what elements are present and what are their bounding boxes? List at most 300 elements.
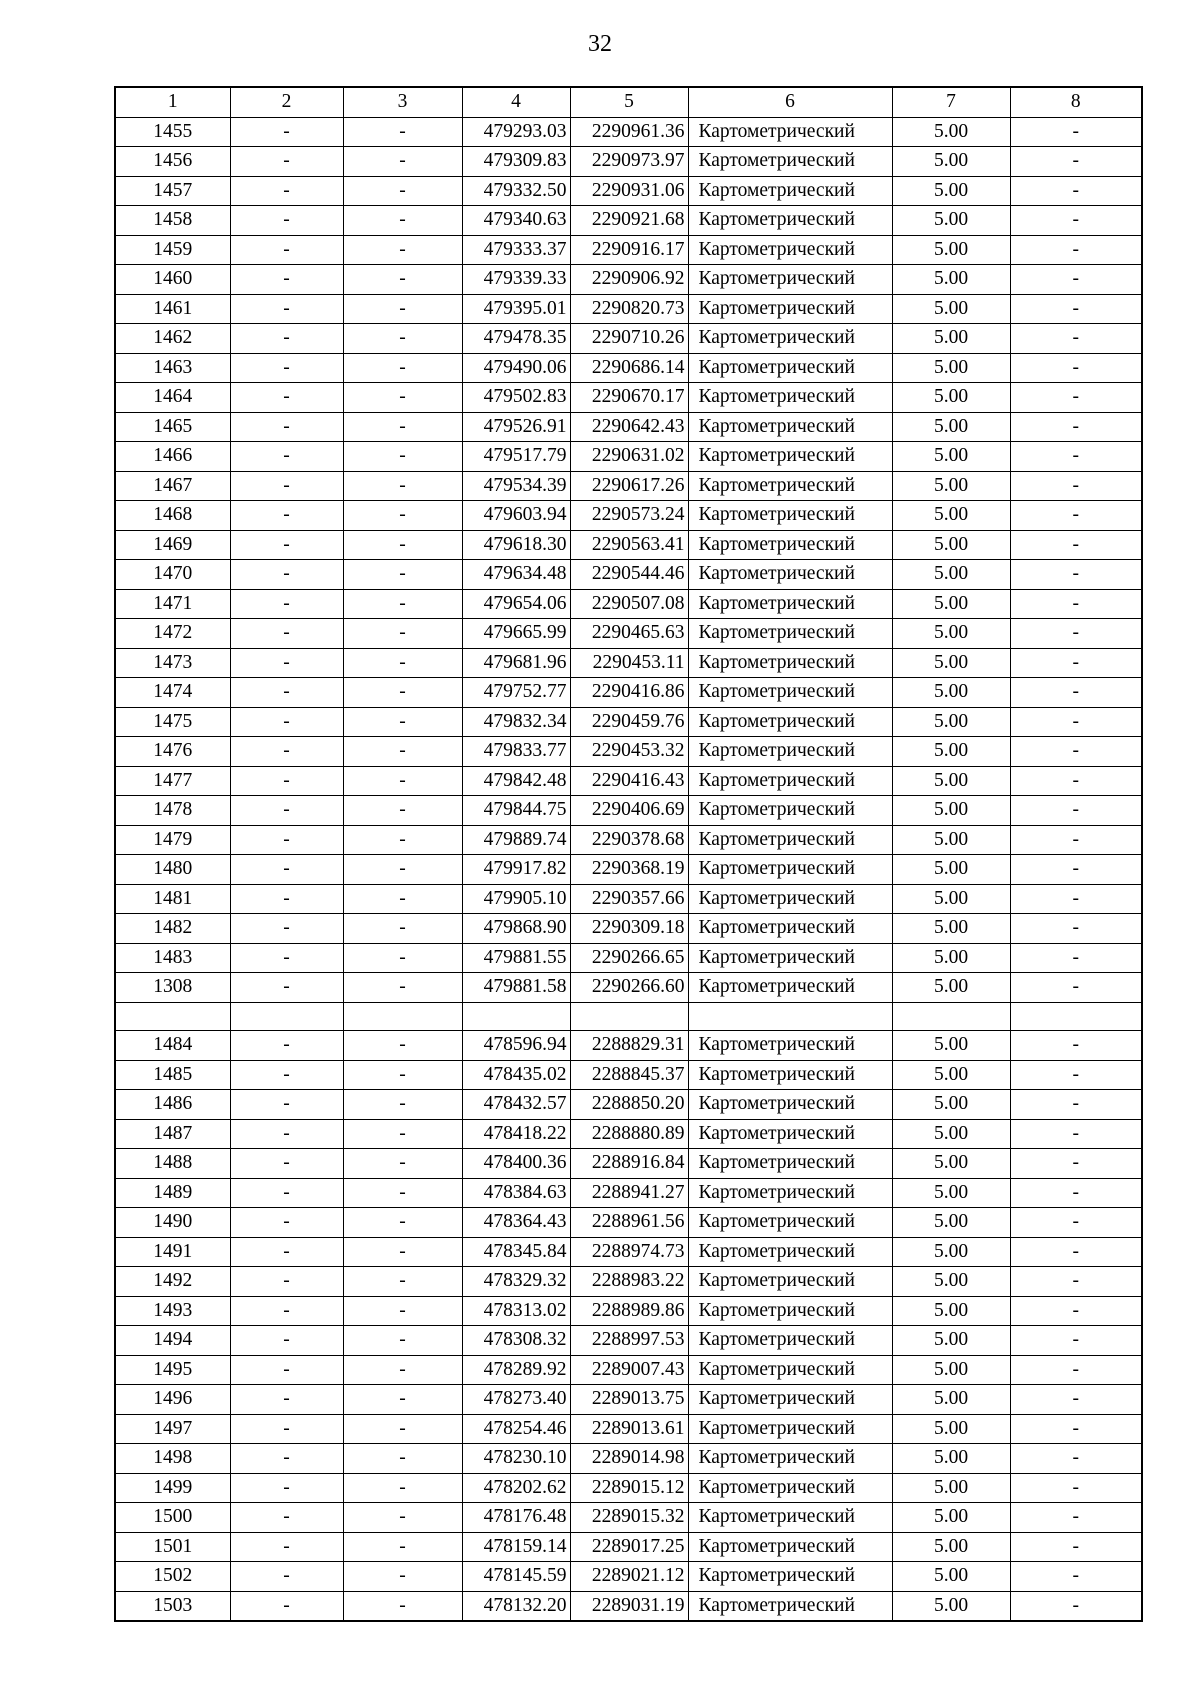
accuracy-cell: 5.00 [892, 766, 1010, 796]
col8-cell: - [1010, 796, 1142, 826]
table-row [115, 707, 1142, 737]
point-number-cell: 1458 [115, 206, 230, 236]
col2-cell: - [230, 1267, 343, 1297]
y-coordinate-cell: 2290416.86 [570, 678, 688, 708]
accuracy-cell: 5.00 [892, 1385, 1010, 1415]
x-coordinate-cell: 479654.06 [462, 589, 570, 619]
method-cell: Картометрический [688, 206, 892, 236]
col2-cell: - [230, 471, 343, 501]
point-number-cell: 1474 [115, 678, 230, 708]
method-cell: Картометрический [688, 147, 892, 177]
point-number-cell: 1491 [115, 1237, 230, 1267]
y-coordinate-cell: 2290906.92 [570, 265, 688, 295]
col8-cell: - [1010, 206, 1142, 236]
accuracy-cell: 5.00 [892, 678, 1010, 708]
accuracy-cell: 5.00 [892, 648, 1010, 678]
y-coordinate-cell: 2290617.26 [570, 471, 688, 501]
accuracy-cell: 5.00 [892, 1119, 1010, 1149]
x-coordinate-cell: 479905.10 [462, 884, 570, 914]
col3-cell: - [343, 766, 462, 796]
col8-cell: - [1010, 1591, 1142, 1621]
col8-cell: - [1010, 1208, 1142, 1238]
x-coordinate-cell: 478400.36 [462, 1149, 570, 1179]
accuracy-cell: 5.00 [892, 796, 1010, 826]
y-coordinate-cell: 2289017.25 [570, 1532, 688, 1562]
col8-cell: - [1010, 1060, 1142, 1090]
col8-cell: - [1010, 825, 1142, 855]
col8-cell: - [1010, 1149, 1142, 1179]
x-coordinate-cell: 479490.06 [462, 353, 570, 383]
table-row [115, 1532, 1142, 1562]
accuracy-cell: 5.00 [892, 501, 1010, 531]
col2-cell: - [230, 383, 343, 413]
accuracy-cell: 5.00 [892, 1237, 1010, 1267]
method-cell: Картометрический [688, 1119, 892, 1149]
point-number-cell: 1486 [115, 1090, 230, 1120]
col8-cell: - [1010, 884, 1142, 914]
x-coordinate-cell: 479309.83 [462, 147, 570, 177]
method-cell: Картометрический [688, 530, 892, 560]
col3-cell: - [343, 1444, 462, 1474]
y-coordinate-cell: 2289015.32 [570, 1503, 688, 1533]
accuracy-cell: 5.00 [892, 1296, 1010, 1326]
method-cell: Картометрический [688, 973, 892, 1003]
header-cell: 8 [1010, 87, 1142, 117]
table-row [115, 117, 1142, 147]
point-number-cell: 1496 [115, 1385, 230, 1415]
col8-cell: - [1010, 501, 1142, 531]
point-number-cell: 1461 [115, 294, 230, 324]
accuracy-cell: 5.00 [892, 294, 1010, 324]
col8-cell: - [1010, 707, 1142, 737]
col3-cell: - [343, 206, 462, 236]
accuracy-cell: 5.00 [892, 1414, 1010, 1444]
method-cell: Картометрический [688, 235, 892, 265]
accuracy-cell: 5.00 [892, 943, 1010, 973]
table-row [115, 589, 1142, 619]
method-cell: Картометрический [688, 943, 892, 973]
point-number-cell: 1472 [115, 619, 230, 649]
method-cell: Картометрический [688, 1208, 892, 1238]
y-coordinate-cell: 2290378.68 [570, 825, 688, 855]
method-cell: Картометрический [688, 648, 892, 678]
table-row [115, 648, 1142, 678]
col2-cell: - [230, 1562, 343, 1592]
method-cell [688, 1002, 892, 1031]
col2-cell: - [230, 1178, 343, 1208]
point-number-cell: 1463 [115, 353, 230, 383]
col8-cell: - [1010, 1326, 1142, 1356]
accuracy-cell: 5.00 [892, 442, 1010, 472]
col8-cell: - [1010, 678, 1142, 708]
x-coordinate-cell: 479517.79 [462, 442, 570, 472]
col3-cell: - [343, 1031, 462, 1061]
method-cell: Картометрический [688, 353, 892, 383]
table-row [115, 766, 1142, 796]
y-coordinate-cell: 2290921.68 [570, 206, 688, 236]
y-coordinate-cell: 2290961.36 [570, 117, 688, 147]
method-cell: Картометрический [688, 589, 892, 619]
col2-cell: - [230, 1355, 343, 1385]
method-cell: Картометрический [688, 442, 892, 472]
y-coordinate-cell: 2290670.17 [570, 383, 688, 413]
x-coordinate-cell: 478289.92 [462, 1355, 570, 1385]
x-coordinate-cell: 479881.55 [462, 943, 570, 973]
col3-cell: - [343, 1119, 462, 1149]
col3-cell: - [343, 353, 462, 383]
col2-cell: - [230, 1090, 343, 1120]
point-number-cell: 1485 [115, 1060, 230, 1090]
header-cell: 4 [462, 87, 570, 117]
point-number-cell: 1473 [115, 648, 230, 678]
col3-cell: - [343, 442, 462, 472]
method-cell: Картометрический [688, 914, 892, 944]
method-cell: Картометрический [688, 501, 892, 531]
table-row [115, 1178, 1142, 1208]
table-row [115, 1444, 1142, 1474]
accuracy-cell: 5.00 [892, 1267, 1010, 1297]
table-row [115, 294, 1142, 324]
col8-cell: - [1010, 383, 1142, 413]
method-cell: Картометрический [688, 1060, 892, 1090]
y-coordinate-cell: 2290507.08 [570, 589, 688, 619]
table-row [115, 1296, 1142, 1326]
point-number-cell: 1481 [115, 884, 230, 914]
y-coordinate-cell: 2290544.46 [570, 560, 688, 590]
col8-cell: - [1010, 560, 1142, 590]
page-number: 32 [588, 31, 612, 57]
col3-cell: - [343, 1503, 462, 1533]
y-coordinate-cell: 2289014.98 [570, 1444, 688, 1474]
col8-cell: - [1010, 1178, 1142, 1208]
col3-cell: - [343, 1473, 462, 1503]
method-cell: Картометрический [688, 825, 892, 855]
table-row [115, 1591, 1142, 1621]
col3-cell: - [343, 737, 462, 767]
col2-cell: - [230, 1591, 343, 1621]
method-cell: Картометрический [688, 383, 892, 413]
y-coordinate-cell: 2290686.14 [570, 353, 688, 383]
coordinates-table-container [114, 86, 1141, 1622]
x-coordinate-cell: 479603.94 [462, 501, 570, 531]
x-coordinate-cell: 479842.48 [462, 766, 570, 796]
table-row [115, 943, 1142, 973]
method-cell: Картометрический [688, 412, 892, 442]
table-body [115, 87, 1142, 1621]
col3-cell: - [343, 678, 462, 708]
accuracy-cell: 5.00 [892, 147, 1010, 177]
col3-cell: - [343, 324, 462, 354]
table-row [115, 176, 1142, 206]
col2-cell: - [230, 1031, 343, 1061]
point-number-cell: 1483 [115, 943, 230, 973]
method-cell: Картометрический [688, 884, 892, 914]
col8-cell: - [1010, 973, 1142, 1003]
col3-cell: - [343, 530, 462, 560]
y-coordinate-cell: 2290416.43 [570, 766, 688, 796]
table-row [115, 1149, 1142, 1179]
col3-cell: - [343, 176, 462, 206]
method-cell: Картометрический [688, 1326, 892, 1356]
x-coordinate-cell: 479634.48 [462, 560, 570, 590]
point-number-cell: 1489 [115, 1178, 230, 1208]
col2-cell: - [230, 943, 343, 973]
x-coordinate-cell: 478384.63 [462, 1178, 570, 1208]
table-row [115, 265, 1142, 295]
x-coordinate-cell: 478596.94 [462, 1031, 570, 1061]
point-number-cell: 1493 [115, 1296, 230, 1326]
table-row [115, 1562, 1142, 1592]
table-row [115, 501, 1142, 531]
col2-cell: - [230, 1060, 343, 1090]
table-row [115, 825, 1142, 855]
col3-cell: - [343, 1326, 462, 1356]
y-coordinate-cell: 2290453.32 [570, 737, 688, 767]
table-row [115, 442, 1142, 472]
col8-cell: - [1010, 1267, 1142, 1297]
accuracy-cell: 5.00 [892, 855, 1010, 885]
accuracy-cell: 5.00 [892, 1473, 1010, 1503]
accuracy-cell: 5.00 [892, 1562, 1010, 1592]
y-coordinate-cell: 2289013.61 [570, 1414, 688, 1444]
x-coordinate-cell: 478202.62 [462, 1473, 570, 1503]
accuracy-cell: 5.00 [892, 265, 1010, 295]
x-coordinate-cell: 479333.37 [462, 235, 570, 265]
col8-cell: - [1010, 235, 1142, 265]
x-coordinate-cell: 479833.77 [462, 737, 570, 767]
x-coordinate-cell: 478364.43 [462, 1208, 570, 1238]
col8-cell: - [1010, 471, 1142, 501]
x-coordinate-cell: 478432.57 [462, 1090, 570, 1120]
point-number-cell: 1459 [115, 235, 230, 265]
point-number-cell: 1503 [115, 1591, 230, 1621]
method-cell: Картометрический [688, 324, 892, 354]
x-coordinate-cell: 479332.50 [462, 176, 570, 206]
accuracy-cell: 5.00 [892, 324, 1010, 354]
accuracy-cell: 5.00 [892, 1326, 1010, 1356]
point-number-cell: 1490 [115, 1208, 230, 1238]
col3-cell: - [343, 383, 462, 413]
table-row [115, 1326, 1142, 1356]
method-cell: Картометрический [688, 176, 892, 206]
col3-cell: - [343, 235, 462, 265]
col2-cell: - [230, 412, 343, 442]
x-coordinate-cell: 479681.96 [462, 648, 570, 678]
table-row [115, 147, 1142, 177]
col2-cell: - [230, 1414, 343, 1444]
col2-cell: - [230, 1532, 343, 1562]
method-cell: Картометрический [688, 294, 892, 324]
col3-cell: - [343, 1296, 462, 1326]
x-coordinate-cell: 479844.75 [462, 796, 570, 826]
table-row [115, 560, 1142, 590]
method-cell: Картометрический [688, 855, 892, 885]
col3-cell: - [343, 707, 462, 737]
col3-cell: - [343, 1149, 462, 1179]
col2-cell: - [230, 1208, 343, 1238]
col3-cell: - [343, 265, 462, 295]
y-coordinate-cell: 2288974.73 [570, 1237, 688, 1267]
table-row [115, 412, 1142, 442]
point-number-cell: 1475 [115, 707, 230, 737]
method-cell: Картометрический [688, 265, 892, 295]
table-row [115, 1267, 1142, 1297]
col3-cell: - [343, 1414, 462, 1444]
col2-cell: - [230, 294, 343, 324]
y-coordinate-cell: 2290563.41 [570, 530, 688, 560]
y-coordinate-cell: 2290368.19 [570, 855, 688, 885]
col3-cell: - [343, 1090, 462, 1120]
y-coordinate-cell: 2290465.63 [570, 619, 688, 649]
col3-cell: - [343, 1562, 462, 1592]
y-coordinate-cell: 2289021.12 [570, 1562, 688, 1592]
col8-cell: - [1010, 737, 1142, 767]
table-row [115, 235, 1142, 265]
col3-cell: - [343, 560, 462, 590]
col3-cell: - [343, 1237, 462, 1267]
x-coordinate-cell: 478159.14 [462, 1532, 570, 1562]
col3-cell: - [343, 648, 462, 678]
y-coordinate-cell: 2290453.11 [570, 648, 688, 678]
col2-cell: - [230, 353, 343, 383]
table-row [115, 1208, 1142, 1238]
col3-cell: - [343, 796, 462, 826]
col8-cell: - [1010, 147, 1142, 177]
col8-cell: - [1010, 1119, 1142, 1149]
col8-cell: - [1010, 1532, 1142, 1562]
point-number-cell: 1497 [115, 1414, 230, 1444]
col3-cell: - [343, 1355, 462, 1385]
table-header-row [115, 87, 1142, 117]
col2-cell: - [230, 1473, 343, 1503]
point-number-cell: 1484 [115, 1031, 230, 1061]
col2-cell: - [230, 1326, 343, 1356]
col2-cell: - [230, 825, 343, 855]
point-number-cell [115, 1002, 230, 1031]
col8-cell: - [1010, 914, 1142, 944]
y-coordinate-cell: 2290357.66 [570, 884, 688, 914]
accuracy-cell: 5.00 [892, 1444, 1010, 1474]
accuracy-cell: 5.00 [892, 619, 1010, 649]
y-coordinate-cell: 2290931.06 [570, 176, 688, 206]
col8-cell: - [1010, 353, 1142, 383]
y-coordinate-cell: 2289031.19 [570, 1591, 688, 1621]
method-cell: Картометрический [688, 1031, 892, 1061]
point-number-cell: 1457 [115, 176, 230, 206]
y-coordinate-cell: 2289013.75 [570, 1385, 688, 1415]
col3-cell: - [343, 147, 462, 177]
header-cell: 6 [688, 87, 892, 117]
col2-cell: - [230, 1237, 343, 1267]
col2-cell: - [230, 1444, 343, 1474]
point-number-cell: 1464 [115, 383, 230, 413]
header-cell: 3 [343, 87, 462, 117]
y-coordinate-cell: 2288989.86 [570, 1296, 688, 1326]
table-row [115, 353, 1142, 383]
x-coordinate-cell: 479618.30 [462, 530, 570, 560]
method-cell: Картометрический [688, 560, 892, 590]
header-cell: 7 [892, 87, 1010, 117]
point-number-cell: 1308 [115, 973, 230, 1003]
table-row [115, 471, 1142, 501]
col2-cell: - [230, 855, 343, 885]
x-coordinate-cell: 479665.99 [462, 619, 570, 649]
method-cell: Картометрический [688, 1532, 892, 1562]
y-coordinate-cell: 2290406.69 [570, 796, 688, 826]
table-row [115, 530, 1142, 560]
col2-cell: - [230, 1503, 343, 1533]
accuracy-cell: 5.00 [892, 1178, 1010, 1208]
y-coordinate-cell: 2290820.73 [570, 294, 688, 324]
col8-cell: - [1010, 1385, 1142, 1415]
col8-cell: - [1010, 1562, 1142, 1592]
y-coordinate-cell: 2288850.20 [570, 1090, 688, 1120]
col8-cell: - [1010, 589, 1142, 619]
x-coordinate-cell: 479339.33 [462, 265, 570, 295]
table-row [115, 1503, 1142, 1533]
table-row [115, 206, 1142, 236]
point-number-cell: 1468 [115, 501, 230, 531]
accuracy-cell: 5.00 [892, 1591, 1010, 1621]
accuracy-cell: 5.00 [892, 235, 1010, 265]
x-coordinate-cell: 479752.77 [462, 678, 570, 708]
point-number-cell: 1480 [115, 855, 230, 885]
col2-cell: - [230, 678, 343, 708]
accuracy-cell: 5.00 [892, 914, 1010, 944]
x-coordinate-cell: 478254.46 [462, 1414, 570, 1444]
table-row [115, 1119, 1142, 1149]
col8-cell: - [1010, 176, 1142, 206]
col3-cell: - [343, 943, 462, 973]
col2-cell: - [230, 206, 343, 236]
table-row [115, 383, 1142, 413]
col8-cell: - [1010, 294, 1142, 324]
col8-cell: - [1010, 442, 1142, 472]
x-coordinate-cell: 478435.02 [462, 1060, 570, 1090]
col2-cell: - [230, 1149, 343, 1179]
y-coordinate-cell: 2290573.24 [570, 501, 688, 531]
accuracy-cell: 5.00 [892, 176, 1010, 206]
y-coordinate-cell: 2289007.43 [570, 1355, 688, 1385]
accuracy-cell: 5.00 [892, 737, 1010, 767]
col3-cell: - [343, 412, 462, 442]
method-cell: Картометрический [688, 707, 892, 737]
coordinates-table [114, 86, 1143, 1622]
col2-cell: - [230, 176, 343, 206]
x-coordinate-cell: 478230.10 [462, 1444, 570, 1474]
col2-cell: - [230, 737, 343, 767]
col3-cell: - [343, 294, 462, 324]
col8-cell: - [1010, 324, 1142, 354]
accuracy-cell: 5.00 [892, 589, 1010, 619]
col8-cell: - [1010, 1473, 1142, 1503]
x-coordinate-cell: 479340.63 [462, 206, 570, 236]
table-row [115, 884, 1142, 914]
col2-cell: - [230, 619, 343, 649]
x-coordinate-cell: 479881.58 [462, 973, 570, 1003]
col2-cell: - [230, 766, 343, 796]
accuracy-cell: 5.00 [892, 1355, 1010, 1385]
accuracy-cell: 5.00 [892, 471, 1010, 501]
accuracy-cell: 5.00 [892, 412, 1010, 442]
col8-cell: - [1010, 1503, 1142, 1533]
y-coordinate-cell: 2288829.31 [570, 1031, 688, 1061]
x-coordinate-cell: 478132.20 [462, 1591, 570, 1621]
col2-cell: - [230, 707, 343, 737]
x-coordinate-cell: 478329.32 [462, 1267, 570, 1297]
point-number-cell: 1469 [115, 530, 230, 560]
table-row [115, 1031, 1142, 1061]
